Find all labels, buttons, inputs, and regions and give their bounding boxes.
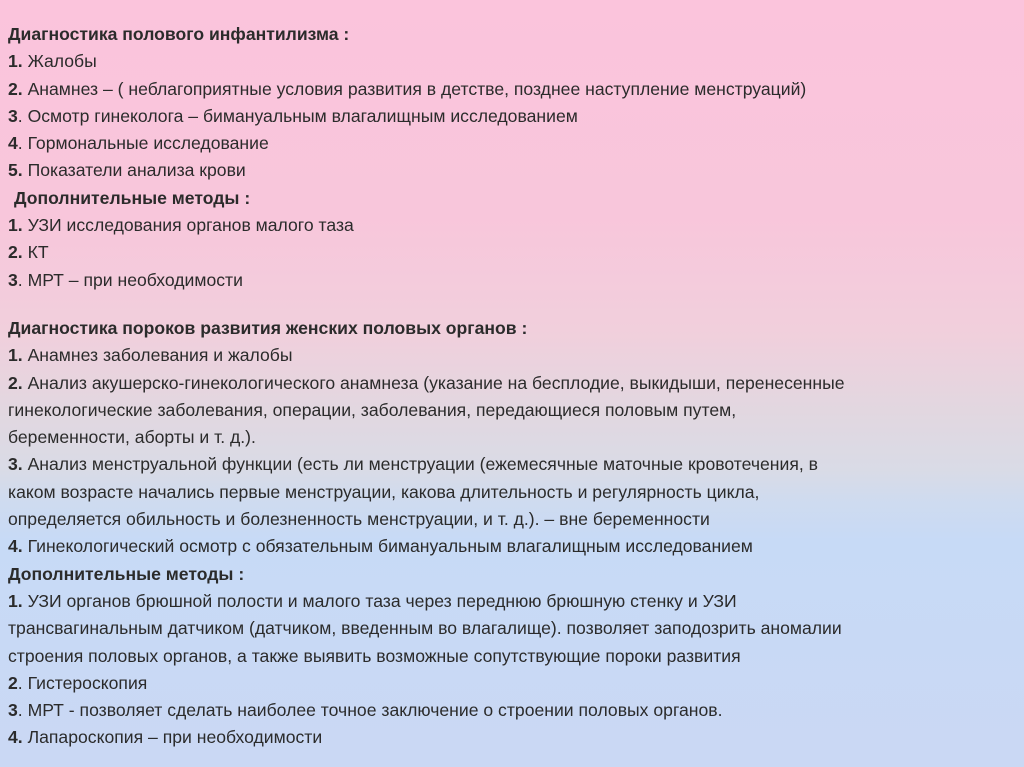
list-item (8, 239, 1018, 266)
section2-extra-title: Дополнительные методы : (8, 563, 245, 584)
section1-extra-title: Дополнительные методы : (14, 187, 251, 208)
item-text: Анамнез заболевания и жалобы (22, 345, 293, 366)
item-text: Анализ менструальной функции (есть ли менструации (ежемесячные маточные кровотечения, в (22, 454, 818, 475)
list-item (8, 588, 1018, 615)
item-text: . МРТ – при необходимости (17, 269, 243, 290)
item-text: беременности, аборты и т. д.). (8, 427, 256, 448)
list-item (8, 212, 1018, 239)
section-spacer (8, 294, 1018, 315)
list-item (8, 76, 1018, 103)
list-item-continuation (8, 615, 1018, 642)
item-number: 3 (8, 700, 18, 721)
item-number: 1. (8, 51, 23, 72)
list-item-continuation (8, 479, 1018, 506)
item-text: . Гормональные исследование (17, 133, 269, 154)
list-item (8, 130, 1018, 157)
item-text: Гинекологический осмотр с обязательным бимануальным влагалищным исследованием (22, 536, 753, 557)
list-item (8, 724, 1018, 751)
item-text: трансвагинальным датчиком (датчиком, введенным во влагалище). позволяет заподозрить аномалии (8, 618, 842, 639)
list-item-continuation (8, 397, 1018, 424)
item-number: 5. (8, 160, 23, 181)
list-item (8, 451, 1018, 478)
list-item-continuation (8, 643, 1018, 670)
list-item-continuation (8, 506, 1018, 533)
item-text: КТ (22, 242, 49, 263)
list-item (8, 157, 1018, 184)
list-item (8, 533, 1018, 560)
list-item (8, 370, 1018, 397)
item-number: 3. (8, 454, 23, 475)
list-item (8, 48, 1018, 75)
item-number: 1. (8, 590, 23, 611)
item-number: 2. (8, 372, 23, 393)
list-item-continuation (8, 424, 1018, 451)
list-item (8, 103, 1018, 130)
list-item (8, 697, 1018, 724)
slide-content (8, 21, 1018, 752)
list-item (8, 342, 1018, 369)
item-number: 4. (8, 727, 23, 748)
item-text: . Гистероскопия (17, 672, 148, 693)
item-text: Показатели анализа крови (22, 160, 246, 181)
item-text: . Осмотр гинеколога – бимануальным влагалищным исследованием (17, 105, 578, 126)
item-text: УЗИ исследования органов малого таза (22, 215, 354, 236)
item-number: 2. (8, 242, 23, 263)
item-text: каком возрасте начались первые менструации, какова длительность и регулярность цикла, (8, 481, 760, 502)
item-number: 4. (8, 536, 23, 557)
item-text: гинекологические заболевания, операции, заболевания, передающиеся половым путем, (8, 399, 737, 420)
section1-title: Диагностика полового инфантилизма : (8, 24, 350, 44)
item-text: . МРТ - позволяет сделать наиболее точное заключение о строении половых органов. (17, 700, 723, 721)
item-text: Лапароскопия – при необходимости (22, 727, 323, 748)
item-text: Анализ акушерско-гинекологического анамнеза (указание на бесплодие, выкидыши, перенесенные (22, 372, 845, 393)
item-number: 2. (8, 78, 23, 99)
item-number: 1. (8, 215, 23, 236)
section2-title: Диагностика пороков развития женских половых органов : (8, 317, 528, 338)
item-text: строения половых органов, а также выявить возможные сопутствующие пороки развития (8, 645, 741, 666)
item-text: Анамнез – ( неблагоприятные условия развития в детстве, позднее наступление менструаций) (22, 78, 807, 99)
item-number: 3 (8, 105, 18, 126)
item-text: определяется обильность и болезненность менструации, и т. д.). – вне беременности (8, 509, 710, 530)
item-number: 4 (8, 133, 18, 154)
item-number: 1. (8, 345, 23, 366)
list-item (8, 670, 1018, 697)
item-text: Жалобы (22, 51, 97, 72)
list-item (8, 267, 1018, 294)
item-number: 2 (8, 672, 18, 693)
item-text: УЗИ органов брюшной полости и малого таза через переднюю брюшную стенку и УЗИ (22, 590, 737, 611)
item-number: 3 (8, 269, 18, 290)
